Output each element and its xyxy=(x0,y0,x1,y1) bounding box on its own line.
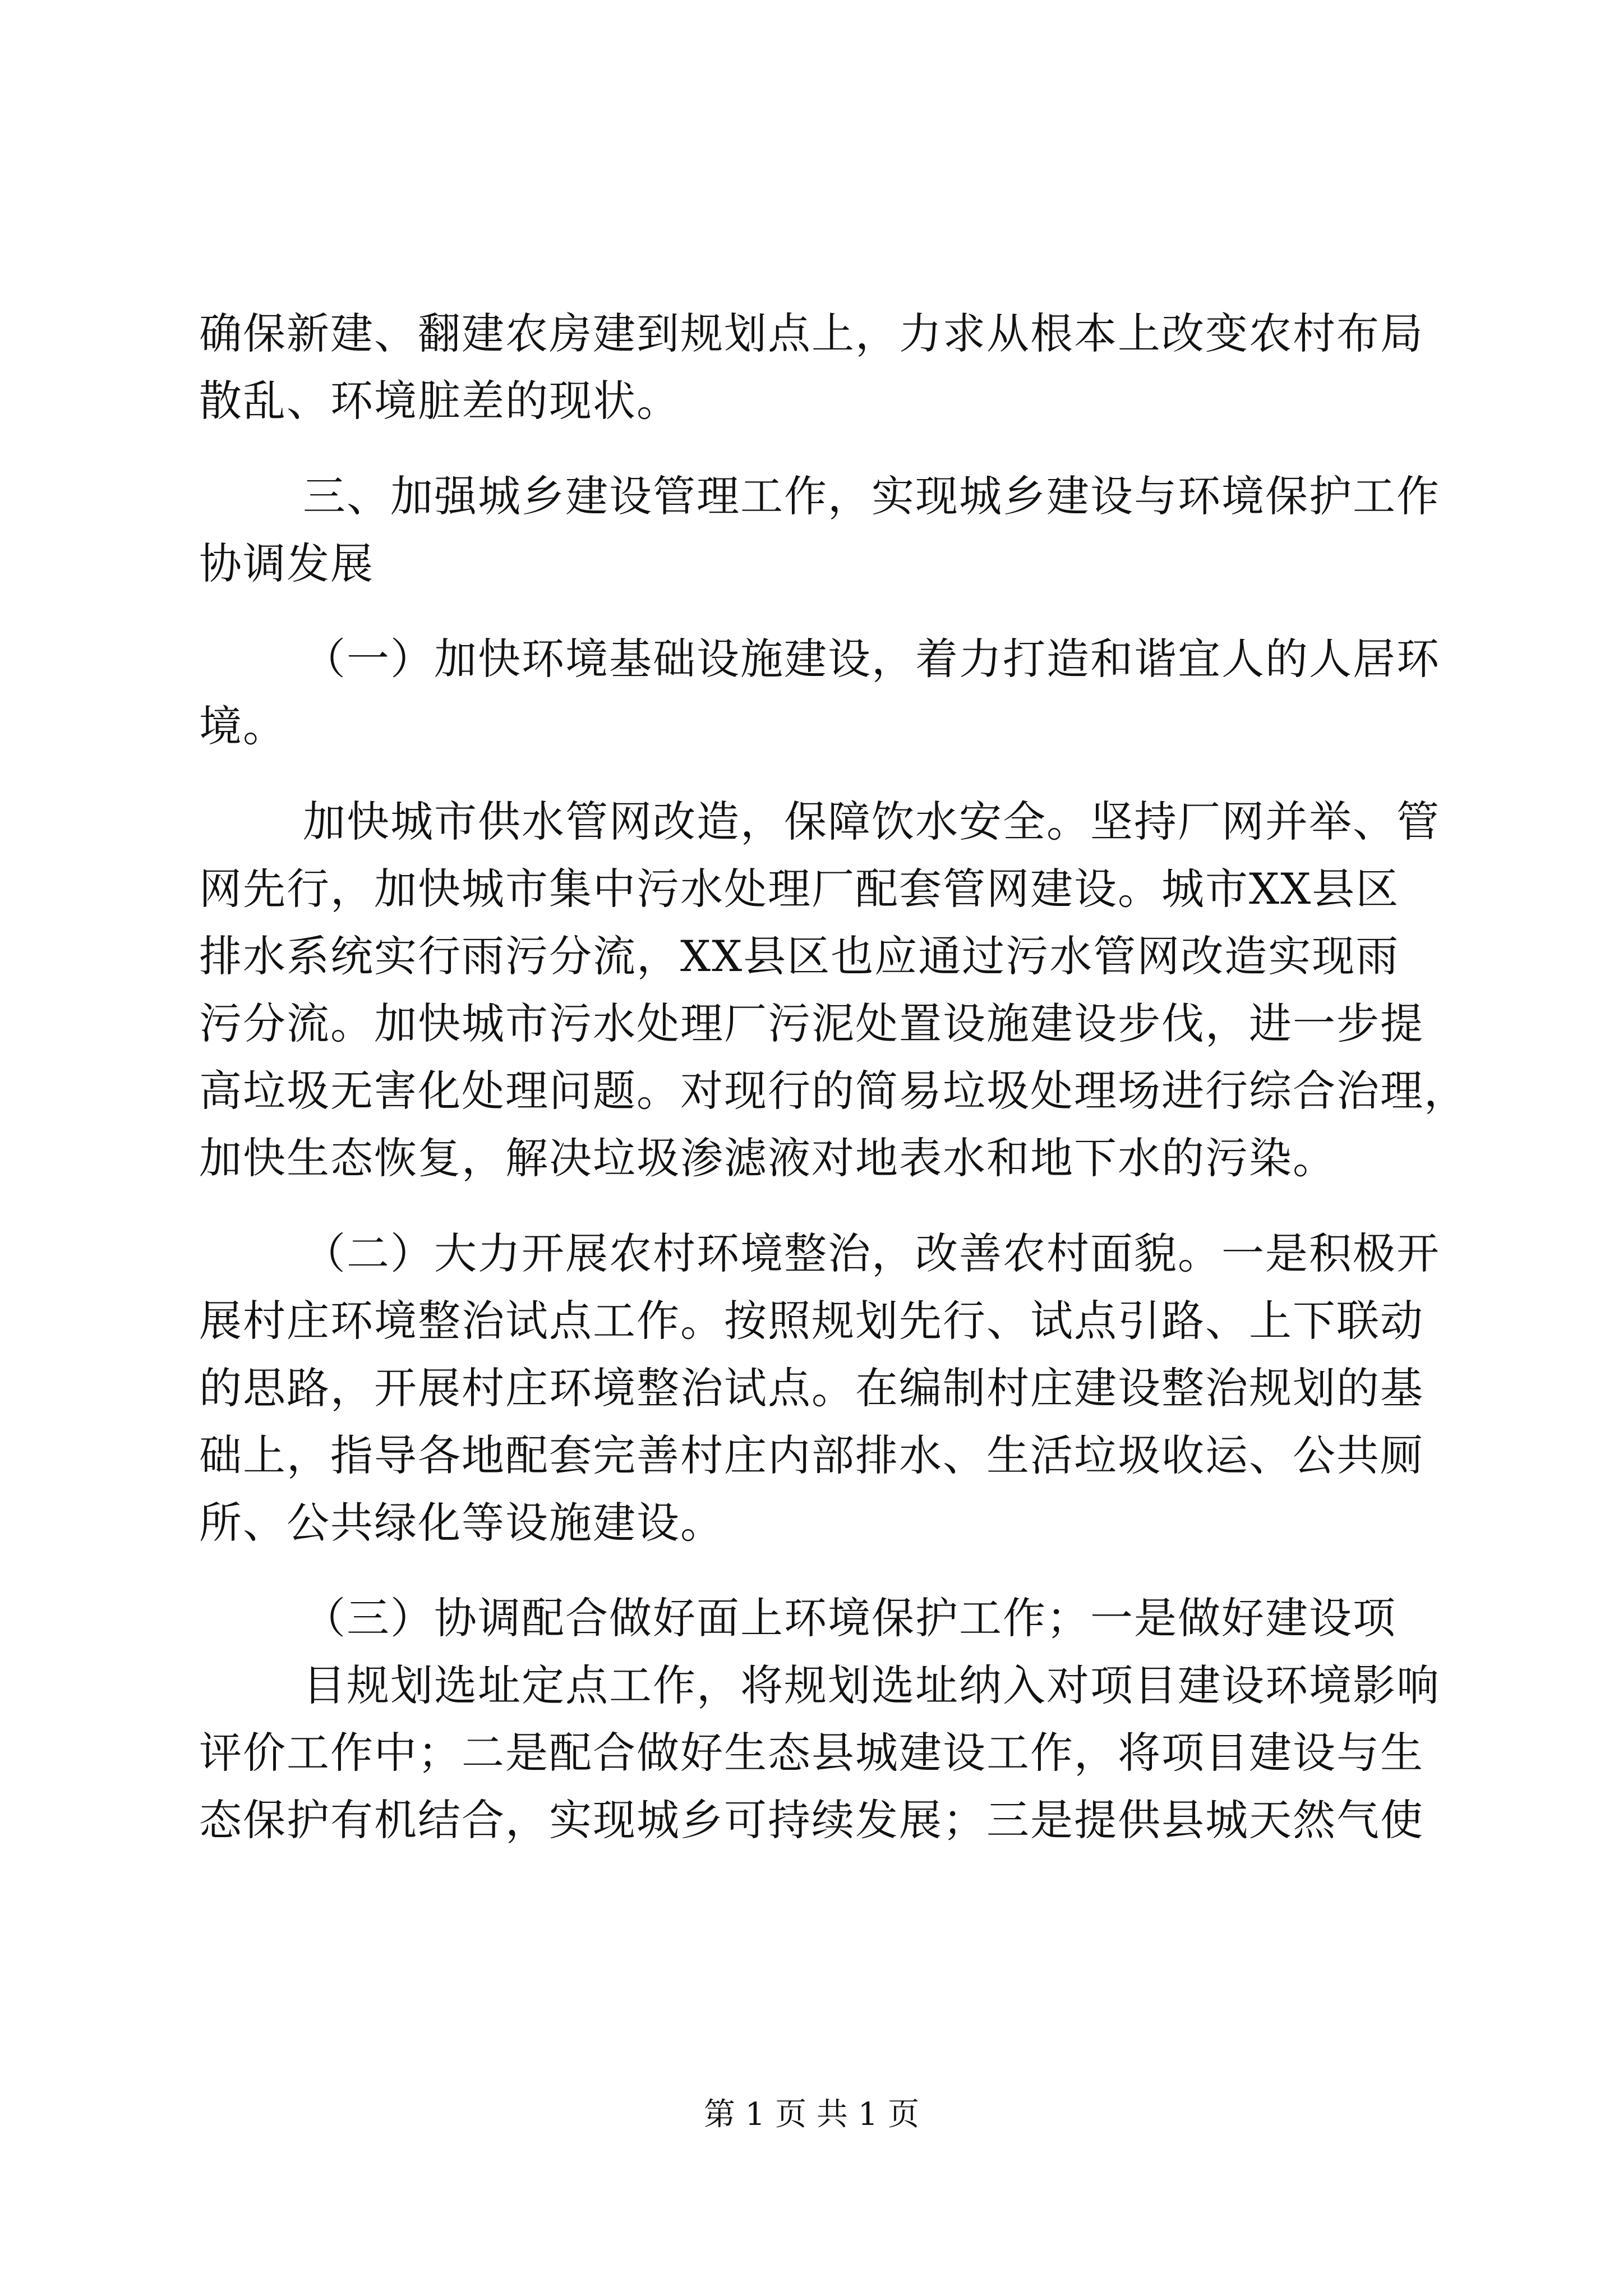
body-text-line: 展村庄环境整治试点工作。按照规划先行、试点引路、上下联动 xyxy=(199,1296,1424,1346)
section-heading-line: 协调发展 xyxy=(199,539,374,588)
body-text-line: 散乱、环境脏差的现状。 xyxy=(199,376,680,426)
body-text-line: （三）协调配合做好面上环境保护工作；一是做好建设项 xyxy=(303,1593,1396,1643)
body-text-line: 高垃圾无害化处理问题。对现行的简易垃圾处理场进行综合治理， xyxy=(199,1066,1468,1116)
subsection-heading-line: （一）加快环境基础设施建设，着力打造和谐宜人的人居环 xyxy=(303,634,1440,684)
body-text-line: 础上，指导各地配套完善村庄内部排水、生活垃圾收运、公共厕 xyxy=(199,1430,1424,1480)
body-text-line: （二）大力开展农村环境整治，改善农村面貌。一是积极开 xyxy=(303,1228,1440,1278)
subsection-heading-line: 境。 xyxy=(199,701,287,751)
section-heading-line: 三、加强城乡建设管理工作，实现城乡建设与环境保护工作 xyxy=(303,471,1440,521)
body-text-line: 污分流。加快城市污水处理厂污泥处置设施建设步伐，进一步提 xyxy=(199,999,1424,1048)
page-number-footer: 第 1 页 共 1 页 xyxy=(703,2096,920,2133)
body-text-line: 加快生态恢复，解决垃圾渗滤液对地表水和地下水的污染。 xyxy=(199,1133,1336,1183)
body-text-line: 网先行，加快城市集中污水处理厂配套管网建设。城市XX县区 xyxy=(199,864,1400,914)
body-text-line: 态保护有机结合，实现城乡可持续发展；三是提供县城天然气使 xyxy=(199,1795,1424,1845)
body-text-line: 加快城市供水管网改造，保障饮水安全。坚持厂网并举、管 xyxy=(303,797,1440,846)
body-text-line: 确保新建、翻建农房建到规划点上，力求从根本上改变农村布局 xyxy=(199,309,1424,358)
body-text-line: 排水系统实行雨污分流，XX县区也应通过污水管网改造实现雨 xyxy=(199,931,1400,981)
body-text-line: 目规划选址定点工作，将规划选址纳入对项目建设环境影响 xyxy=(303,1660,1440,1710)
body-text-line: 的思路，开展村庄环境整治试点。在编制村庄建设整治规划的基 xyxy=(199,1363,1424,1413)
body-text-line: 所、公共绿化等设施建设。 xyxy=(199,1498,724,1548)
body-text-line: 评价工作中；二是配合做好生态县城建设工作，将项目建设与生 xyxy=(199,1728,1424,1778)
